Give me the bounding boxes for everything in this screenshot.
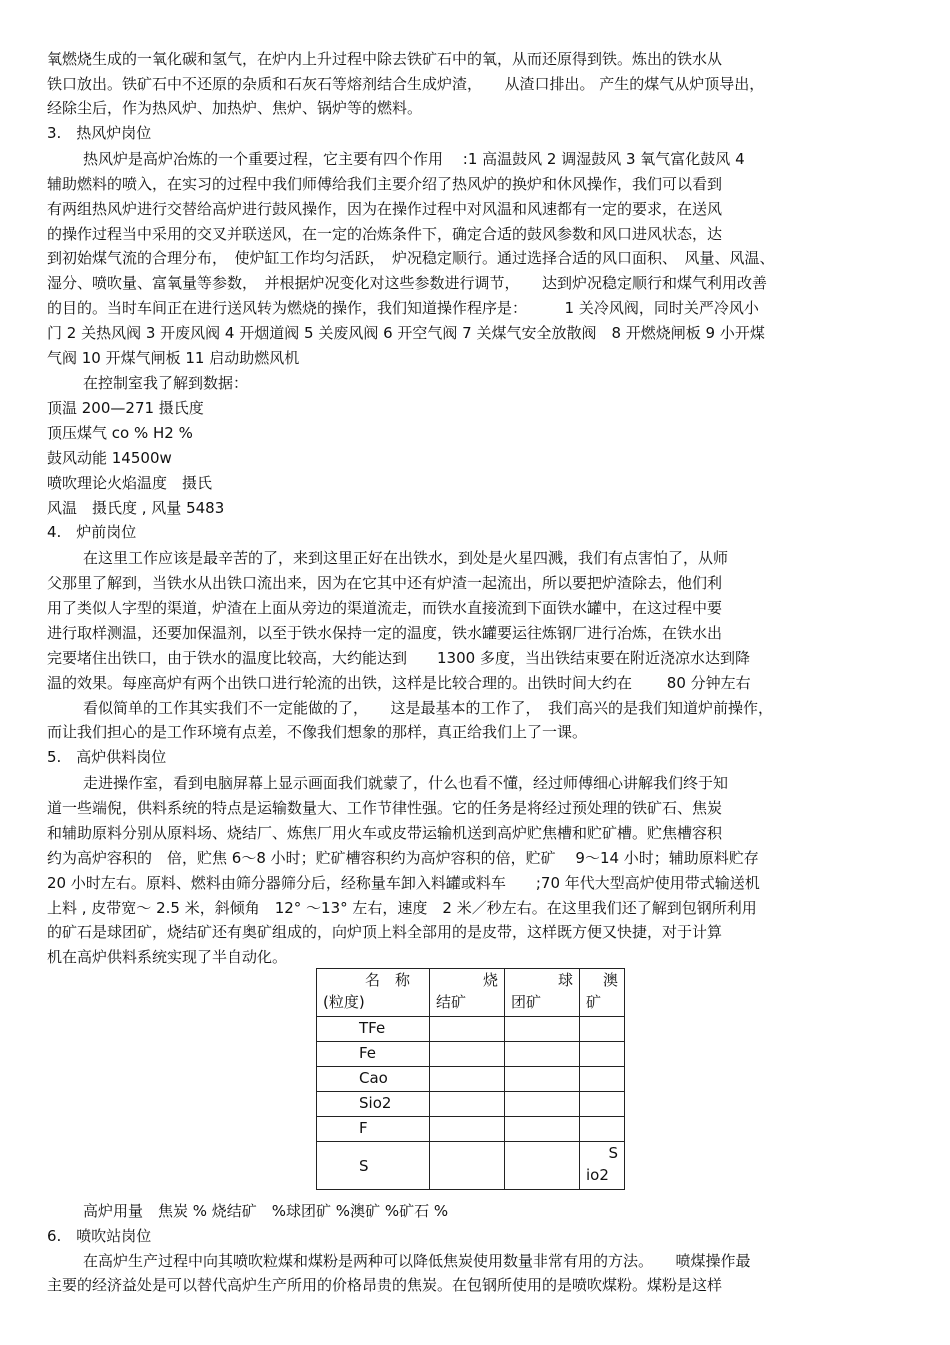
text-line: 铁口放出。铁矿石中不还原的杂质和石灰石等熔剂结合生成炉渣， 从渣口排出。 产生的煤气从炉顶导出， bbox=[47, 75, 765, 93]
text-line: 父那里了解到，当铁水从出铁口流出来，因为在它其中还有炉渣一起流出，所以要把炉渣除去，他们利 bbox=[47, 574, 723, 592]
table-cell bbox=[505, 1042, 580, 1067]
table-cell: Sio2 bbox=[317, 1092, 430, 1117]
text-line: 经除尘后，作为热风炉、加热炉、焦炉、锅炉等的燃料。 bbox=[47, 99, 423, 117]
ore-table bbox=[316, 968, 625, 1190]
text-line: 上料 , 皮带宽～ 2.5 米，斜倾角 12° ～13° 左右，速度 2 米／秒左右。在这里我们还了解到包钢所利用 bbox=[47, 899, 757, 917]
section-heading: 3. 热风炉岗位 bbox=[47, 124, 152, 142]
table-header-row bbox=[317, 969, 625, 1017]
table-cell bbox=[430, 1092, 505, 1117]
table-cell bbox=[580, 1067, 625, 1092]
text-line: 走进操作室，看到电脑屏幕上显示画面我们就蒙了，什么也看不懂，经过师傅细心讲解我们终于知 bbox=[83, 774, 729, 792]
header-label: 矿 bbox=[586, 993, 602, 1011]
text-line: 道一些端倪，供料系统的特点是运输数量大、工作节律性强。它的任务是将经过预处理的铁矿石、焦炭 bbox=[47, 799, 723, 817]
table-cell: TFe bbox=[317, 1017, 430, 1042]
header-label: 结矿 bbox=[436, 993, 467, 1011]
data-line: 喷吹理论火焰温度 摄氏 bbox=[47, 474, 213, 492]
table-row bbox=[317, 1117, 625, 1142]
text-line: 辅助燃料的喷入，在实习的过程中我们师傅给我们主要介绍了热风炉的换炉和休风操作，我们可以看到 bbox=[47, 175, 723, 193]
text-line: 机在高炉供料系统实现了半自动化。 bbox=[47, 948, 288, 966]
table-row bbox=[317, 1042, 625, 1067]
table-cell bbox=[505, 1142, 580, 1190]
table-row bbox=[317, 1017, 625, 1042]
data-line: 风温 摄氏度 , 风量 5483 bbox=[47, 499, 225, 517]
text-line: 在控制室我了解到数据： bbox=[83, 374, 249, 392]
usage-line: 高炉用量 焦炭 % 烧结矿 %球团矿 %澳矿 %矿石 % bbox=[83, 1202, 449, 1220]
table-cell bbox=[580, 1042, 625, 1067]
text-line: 热风炉是高炉冶炼的一个重要过程，它主要有四个作用 :1 高温鼓风 2 调湿鼓风 3 氧气富化鼓风 4 bbox=[83, 150, 745, 168]
table-header-cell bbox=[317, 969, 430, 1017]
table-cell bbox=[430, 1042, 505, 1067]
table-cell: F bbox=[317, 1117, 430, 1142]
text-line: 气阀 10 开煤气闸板 11 启动助燃风机 bbox=[47, 349, 300, 367]
text-line: 用了类似人字型的渠道，炉渣在上面从旁边的渠道流走，而铁水直接流到下面铁水罐中，在这过程中要 bbox=[47, 599, 723, 617]
cell-label: io2 bbox=[586, 1166, 609, 1184]
header-name-label: 名 称 bbox=[365, 971, 411, 989]
table-cell bbox=[430, 1067, 505, 1092]
text-line: 湿分、喷吹量、富氧量等参数， 并根据炉况变化对这些参数进行调节， 达到炉况稳定顺行和煤气利用改善 bbox=[47, 274, 768, 292]
table-cell bbox=[580, 1117, 625, 1142]
section-heading: 5. 高炉供料岗位 bbox=[47, 748, 167, 766]
text-line: 温的效果。每座高炉有两个出铁口进行轮流的出铁，这样是比较合理的。出铁时间大约在 80 分钟左右 bbox=[47, 674, 751, 692]
text-line: 约为高炉容积的 倍，贮焦 6～8 小时；贮矿槽容积约为高炉容积的倍，贮矿 9～14 小时；辅助原料贮存 bbox=[47, 849, 759, 867]
text-line: 完要堵住出铁口，由于铁水的温度比较高，大约能达到 1300 多度，当出铁结束要在附近浇凉水达到降 bbox=[47, 649, 750, 667]
table-cell bbox=[505, 1117, 580, 1142]
table-cell bbox=[430, 1142, 505, 1190]
table-cell bbox=[505, 1092, 580, 1117]
text-line: 的操作过程当中采用的交叉并联送风，在一定的冶炼条件下，确定合适的鼓风参数和风口进风状态，达 bbox=[47, 225, 723, 243]
text-line: 而让我们担心的是工作环境有点差，不像我们想象的那样，真正给我们上了一课。 bbox=[47, 723, 588, 741]
section-heading: 6. 喷吹站岗位 bbox=[47, 1227, 152, 1245]
table-row bbox=[317, 1067, 625, 1092]
table-header-cell bbox=[430, 969, 505, 1017]
header-label: 澳 bbox=[602, 971, 618, 989]
table-cell bbox=[505, 1017, 580, 1042]
table-header-cell bbox=[580, 969, 625, 1017]
text-line: 氧燃烧生成的一氧化碳和氢气，在炉内上升过程中除去铁矿石中的氧，从而还原得到铁。炼出的铁水从 bbox=[47, 50, 723, 68]
header-size-label: (粒度) bbox=[323, 993, 365, 1011]
table-cell: S bbox=[317, 1142, 430, 1190]
table-cell: Cao bbox=[317, 1067, 430, 1092]
text-line: 在这里工作应该是最辛苦的了，来到这里正好在出铁水，到处是火星四溅，我们有点害怕了，从师 bbox=[83, 549, 729, 567]
table-cell bbox=[430, 1117, 505, 1142]
text-line: 主要的经济益处是可以替代高炉生产所用的价格昂贵的焦炭。在包钢所使用的是喷吹煤粉。煤粉是这样 bbox=[47, 1276, 723, 1294]
text-line: 看似简单的工作其实我们不一定能做的了， 这是最基本的工作了， 我们高兴的是我们知道炉前操作， bbox=[83, 699, 774, 717]
table-cell bbox=[580, 1017, 625, 1042]
text-line: 20 小时左右。原料、燃料由筛分器筛分后，经称量车卸入料罐或料车 ;70 年代大型高炉使用带式输送机 bbox=[47, 874, 760, 892]
text-line: 的目的。当时车间正在进行送风转为燃烧的操作，我们知道操作程序是： 1 关冷风阀，同时关严冷风小 bbox=[47, 299, 759, 317]
text-line: 的矿石是球团矿，烧结矿还有奥矿组成的，向炉顶上料全部用的是皮带，这样既方便又快捷，对于计算 bbox=[47, 923, 723, 941]
data-line: 顶温 200—271 摄氏度 bbox=[47, 399, 204, 417]
table-cell bbox=[430, 1017, 505, 1042]
text-line: 门 2 关热风阀 3 开废风阀 4 开烟道阀 5 关废风阀 6 开空气阀 7 关煤气安全放散阀 8 开燃烧闸板 9 小开煤 bbox=[47, 324, 765, 342]
table-header-cell bbox=[505, 969, 580, 1017]
section-heading: 4. 炉前岗位 bbox=[47, 523, 137, 541]
header-label: 团矿 bbox=[511, 993, 542, 1011]
text-line: 在高炉生产过程中向其喷吹粒煤和煤粉是两种可以降低焦炭使用数量非常有用的方法。 喷煤操作最 bbox=[83, 1252, 751, 1270]
text-line: 有两组热风炉进行交替给高炉进行鼓风操作，因为在操作过程中对风温和风速都有一定的要求，在送风 bbox=[47, 200, 723, 218]
text-line: 进行取样测温，还要加保温剂，以至于铁水保持一定的温度，铁水罐要运往炼钢厂进行冶炼，在铁水出 bbox=[47, 624, 723, 642]
table-cell bbox=[505, 1067, 580, 1092]
text-line: 到初始煤气流的合理分布， 使炉缸工作均匀活跃， 炉况稳定顺行。通过选择合适的风口面积、 风量、风温、 bbox=[47, 249, 775, 267]
header-label: 球 bbox=[557, 971, 573, 989]
header-label: 烧 bbox=[482, 971, 498, 989]
text-line: 和辅助原料分别从原料场、烧结厂、炼焦厂用火车或皮带运输机送到高炉贮焦槽和贮矿槽。贮焦槽容积 bbox=[47, 824, 723, 842]
table-cell bbox=[580, 1142, 625, 1190]
table-cell: Fe bbox=[317, 1042, 430, 1067]
table-row bbox=[317, 1092, 625, 1117]
table-cell bbox=[580, 1092, 625, 1117]
data-line: 鼓风动能 14500w bbox=[47, 449, 172, 467]
table-row bbox=[317, 1142, 625, 1190]
cell-label: S bbox=[608, 1144, 618, 1162]
data-line: 顶压煤气 co % H2 % bbox=[47, 424, 193, 442]
